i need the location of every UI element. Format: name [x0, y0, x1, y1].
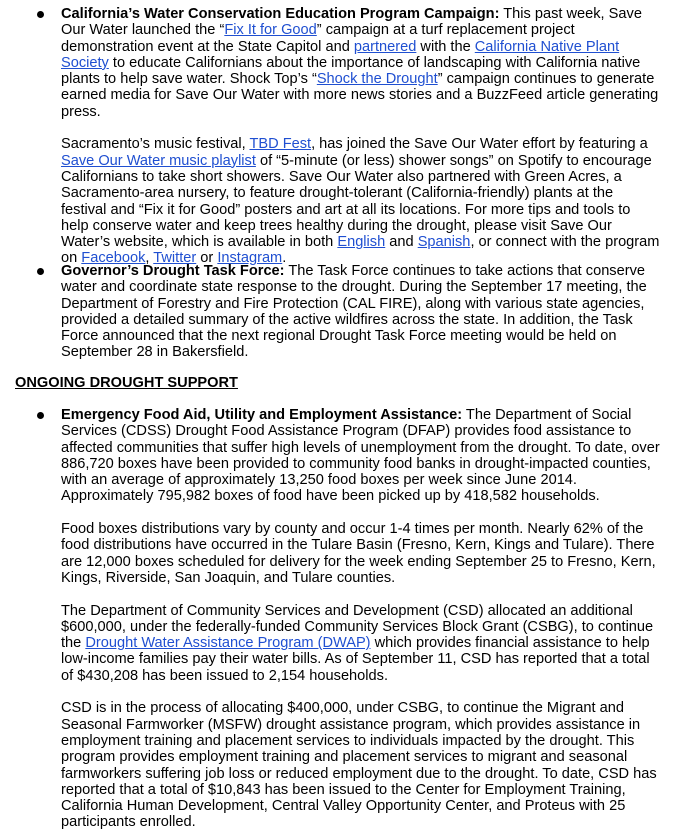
link-facebook[interactable]: Facebook: [81, 250, 146, 267]
link-dwap[interactable]: Drought Water Assistance Program (DWAP): [85, 635, 371, 652]
section-heading: ONGOING DROUGHT SUPPORT: [15, 375, 238, 391]
item-heading: California’s Water Conservation Education Program Campaign:: [61, 6, 500, 22]
link-native-plant-society[interactable]: California Native Plant Society: [61, 38, 620, 71]
bullet-item-task-force: [61, 263, 661, 361]
paragraph: Food boxes distributions vary by county and occur 1-4 times per month. Nearly 62% of the food distributions have occurred in the Tulare Basin (Fresno, Kern, Kings and Tulare). There are 12,000 boxes scheduled for delivery for the week ending September 25 to Fresno, Kern, Kings, Riverside, San Joaquin, and Tulare counties.: [61, 521, 656, 586]
link-partnered[interactable]: partnered: [353, 38, 417, 55]
link-english[interactable]: English: [337, 234, 386, 251]
bullet-item-water-campaign: [61, 6, 661, 267]
paragraph: California’s Water Conservation Education Program Campaign: This past week, Save Our Water launched the “Fix It for Good” campaign at a turf replacement project demonstration event at the State Capitol and partnered with the California Native Plant Society to educate Californians about the importance of landscaping with California native plants to help save water. Shock Top’s “Shock the Drought” campaign continues to generate earned media for Save Our Water with more news stories and a BuzzFeed article generating press.: [61, 6, 659, 120]
link-twitter[interactable]: Twitter: [153, 250, 197, 267]
paragraph: CSD is in the process of allocating $400,000, under CSBG, to continue the Migrant and Seasonal Farmworker (MSFW) drought assistance program, which provides assistance in employment training and placement services to individuals impacted by the drought. This program provides employment training and placement services to migrant and seasonal farmworkers suffering job loss or reduced employment due to the drought. To date, CSD has reported that a total of $10,843 has been issued to the Center for Employment Training, California Human Development, Central Valley Opportunity Center, and Proteus with 25 participants enrolled.: [61, 700, 657, 831]
link-music-playlist[interactable]: Save Our Water music playlist: [61, 152, 256, 169]
item-heading: Governor’s Drought Task Force:: [61, 263, 285, 279]
paragraph: The Department of Community Services and Development (CSD) allocated an additional $600,000, under the federally-funded Community Services Block Grant (CSBG), to continue the Drought Water Assistance Program (DWAP) which provides financial assistance to help low-income families pay their water bills. As of September 11, CSD has reported that a total of $430,208 has been issued to 2,154 households.: [61, 602, 654, 684]
bullet-icon: [37, 11, 44, 18]
link-spanish[interactable]: Spanish: [417, 234, 471, 251]
bullet-icon: [37, 268, 44, 275]
item-heading: Emergency Food Aid, Utility and Employment Assistance:: [61, 407, 463, 423]
bullet-item-emergency-aid: [61, 407, 661, 831]
link-instagram[interactable]: Instagram: [217, 250, 283, 267]
paragraph: Governor’s Drought Task Force: The Task Force continues to take actions that conserve water and coordinate state response to the drought. During the September 17 meeting, the Department of Forestry and Fire Protection (CAL FIRE), along with various state agencies, provided a detailed summary of the active wildfires across the state. In addition, the Task Force announced that the next regional Drought Task Force meeting would be held on September 28 in Bakersfield.: [61, 263, 647, 361]
paragraph: Emergency Food Aid, Utility and Employment Assistance: The Department of Social Services (CDSS) Drought Food Assistance Program (DFAP) provides food assistance to affected communities that suffer high levels of unemployment from the drought. To date, over 886,720 boxes have been provided to community food banks in drought-impacted counties, with an average of approximately 13,250 food boxes per week since June 2014. Approximately 795,982 boxes of food have been picked up by 418,582 households.: [61, 407, 660, 505]
link-tbd-fest[interactable]: TBD Fest: [249, 136, 312, 153]
bullet-icon: [37, 412, 44, 419]
link-fix-it-for-good[interactable]: Fix It for Good: [224, 22, 317, 39]
link-shock-the-drought[interactable]: Shock the Drought: [316, 71, 438, 88]
paragraph: Sacramento’s music festival, TBD Fest, has joined the Save Our Water effort by featuring a Save Our Water music playlist of “5-minute (or less) shower songs” on Spotify to encourage Californians to take short showers. Save Our Water also partnered with Green Acres, a Sacramento-area nursery, to feature drought-tolerant (California-friendly) plants at the festival and “Fix it for Good” posters and art at all its locations. For more tips and tools to help conserve water and keep trees healthy during the drought, please visit Save Our Water’s website, which is available in both English and Spanish, or connect with the program on Facebook, Twitter or Instagram.: [61, 136, 660, 267]
